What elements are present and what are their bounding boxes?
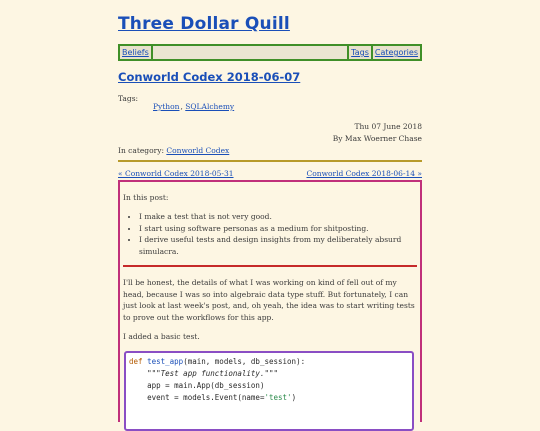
divider-rule: [118, 160, 422, 162]
nav-beliefs-link[interactable]: Beliefs: [122, 48, 149, 57]
code-line: [129, 368, 412, 380]
code-string: 'test': [264, 393, 292, 402]
tag-sqlalchemy-link[interactable]: SQLAlchemy: [185, 102, 235, 111]
nav-search-input[interactable]: [153, 46, 347, 59]
post-title-link[interactable]: Conworld Codex 2018-06-07: [118, 70, 301, 84]
code-line: [129, 380, 412, 392]
code-function-name: test_app: [147, 357, 184, 366]
tags-list: [153, 102, 235, 111]
tag-comma: ,: [180, 102, 186, 111]
next-post-link[interactable]: Conworld Codex 2018-06-14 »: [306, 169, 422, 178]
post-date: Thu 07 June 2018: [354, 122, 422, 131]
category-label: In category:: [118, 146, 164, 155]
code-line: [129, 356, 412, 368]
nav-categories-link[interactable]: Categories: [374, 48, 418, 57]
list-item: • I derive useful tests and design insights from my deliberately absurd simulacra.: [139, 234, 409, 257]
post-content: [118, 180, 422, 422]
paragraph: I added a basic test.: [123, 332, 200, 341]
prev-post-link[interactable]: « Conworld Codex 2018-05-31: [118, 169, 234, 178]
paragraph: I'll be honest, the details of what I was working on kind of fell out of my head, because I was so into algebraic data type stuff. But fortunately, I can just look at last week's post, and, oh yeah, the idea was to start writing tests to prove out the workflows for this app.: [123, 278, 415, 322]
list-item: • I make a test that is not very good.: [139, 211, 409, 223]
list-item: • I start using software personas as a medium for shitposting.: [139, 223, 409, 235]
in-this-post-heading: In this post:: [123, 193, 169, 202]
code-text: app = main.App(db_session): [147, 381, 265, 390]
top-navbar: [118, 44, 422, 61]
code-line: [129, 392, 412, 404]
code-keyword: def: [129, 357, 143, 366]
tag-python-link[interactable]: Python: [153, 102, 180, 111]
nav-tags-wrap: [349, 48, 371, 57]
tags-label: Tags:: [118, 94, 139, 103]
category-link[interactable]: Conworld Codex: [166, 146, 230, 155]
nav-categories-wrap: [373, 48, 420, 57]
code-text: (main, models, db_session):: [183, 357, 306, 366]
section-divider: [123, 265, 417, 267]
site-title-link[interactable]: Three Dollar Quill: [118, 14, 290, 34]
summary-list: [123, 211, 409, 257]
nav-beliefs-wrap: [120, 48, 151, 57]
post-category: [118, 146, 229, 155]
code-block: [124, 351, 414, 431]
code-text: event = models.Event(name=: [147, 393, 265, 402]
code-text: ): [291, 393, 297, 402]
code-docstring: """Test app functionality.""": [147, 369, 279, 378]
post-author: By Max Woerner Chase: [332, 134, 422, 143]
nav-tags-link[interactable]: Tags: [351, 48, 369, 57]
